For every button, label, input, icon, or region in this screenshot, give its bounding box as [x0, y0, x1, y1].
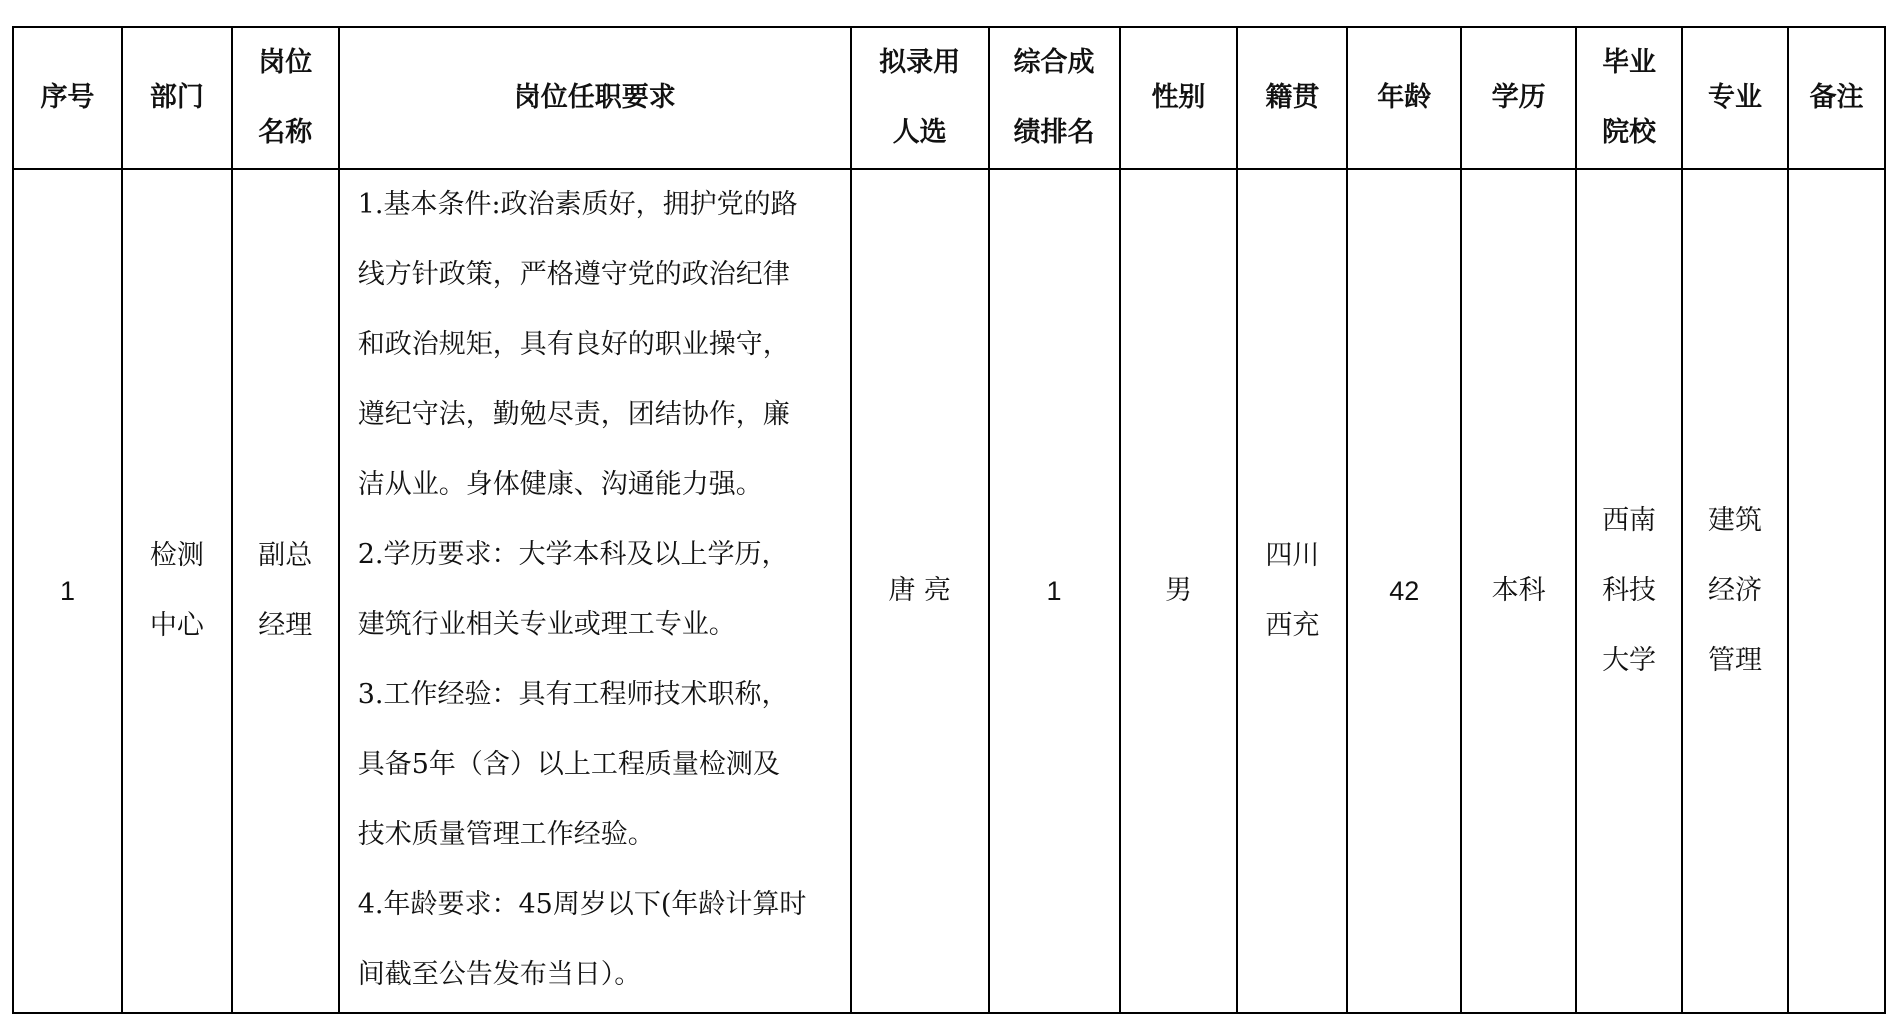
cell-gender: 男	[1120, 169, 1238, 1013]
cell-score-rank: 1	[989, 169, 1120, 1013]
requirement-line: 洁从业。身体健康、沟通能力强。	[357, 469, 763, 500]
requirement-line: 1.基本条件:政治素质好，拥护党的路	[357, 189, 798, 220]
header-native-place: 籍贯	[1237, 27, 1347, 169]
requirement-line: 4.年龄要求：45周岁以下(年龄计算时	[357, 889, 807, 920]
cell-position-name: 副总经理	[232, 169, 339, 1013]
header-age: 年龄	[1347, 27, 1461, 169]
header-requirements: 岗位任职要求	[339, 27, 851, 169]
cell-requirements	[339, 169, 851, 1013]
header-index: 序号	[13, 27, 122, 169]
header-education: 学历	[1461, 27, 1576, 169]
header-school: 毕业院校	[1576, 27, 1682, 169]
recruitment-table	[12, 26, 1886, 1014]
header-row	[13, 27, 1885, 169]
header-score-rank: 综合成绩排名	[989, 27, 1120, 169]
header-major: 专业	[1682, 27, 1788, 169]
table-row	[13, 169, 1885, 1013]
cell-department: 检测中心	[122, 169, 232, 1013]
header-gender: 性别	[1120, 27, 1238, 169]
requirement-line: 建筑行业相关专业或理工专业。	[357, 609, 736, 640]
requirement-line: 2.学历要求：大学本科及以上学历，	[357, 539, 789, 570]
requirement-line: 和政治规矩，具有良好的职业操守，	[357, 329, 790, 360]
requirement-line: 线方针政策，严格遵守党的政治纪律	[357, 259, 790, 290]
cell-age: 42	[1347, 169, 1461, 1013]
header-department: 部门	[122, 27, 232, 169]
cell-candidate: 唐 亮	[851, 169, 989, 1013]
requirement-line: 遵纪守法，勤勉尽责，团结协作，廉	[357, 399, 790, 430]
requirement-line: 间截至公告发布当日）。	[357, 959, 642, 990]
requirement-line: 技术质量管理工作经验。	[357, 819, 655, 850]
cell-education: 本科	[1461, 169, 1576, 1013]
cell-school: 西南科技大学	[1576, 169, 1682, 1013]
requirement-line: 3.工作经验：具有工程师技术职称，	[357, 679, 789, 710]
requirement-line: 具备5年（含）以上工程质量检测及	[357, 749, 780, 780]
requirements-text	[358, 170, 840, 1010]
cell-major: 建筑经济管理	[1682, 169, 1788, 1013]
cell-native-place: 四川西充	[1237, 169, 1347, 1013]
cell-index: 1	[13, 169, 122, 1013]
header-remarks: 备注	[1788, 27, 1885, 169]
header-candidate: 拟录用人选	[851, 27, 989, 169]
cell-remarks	[1788, 169, 1885, 1013]
header-position-name: 岗位名称	[232, 27, 339, 169]
